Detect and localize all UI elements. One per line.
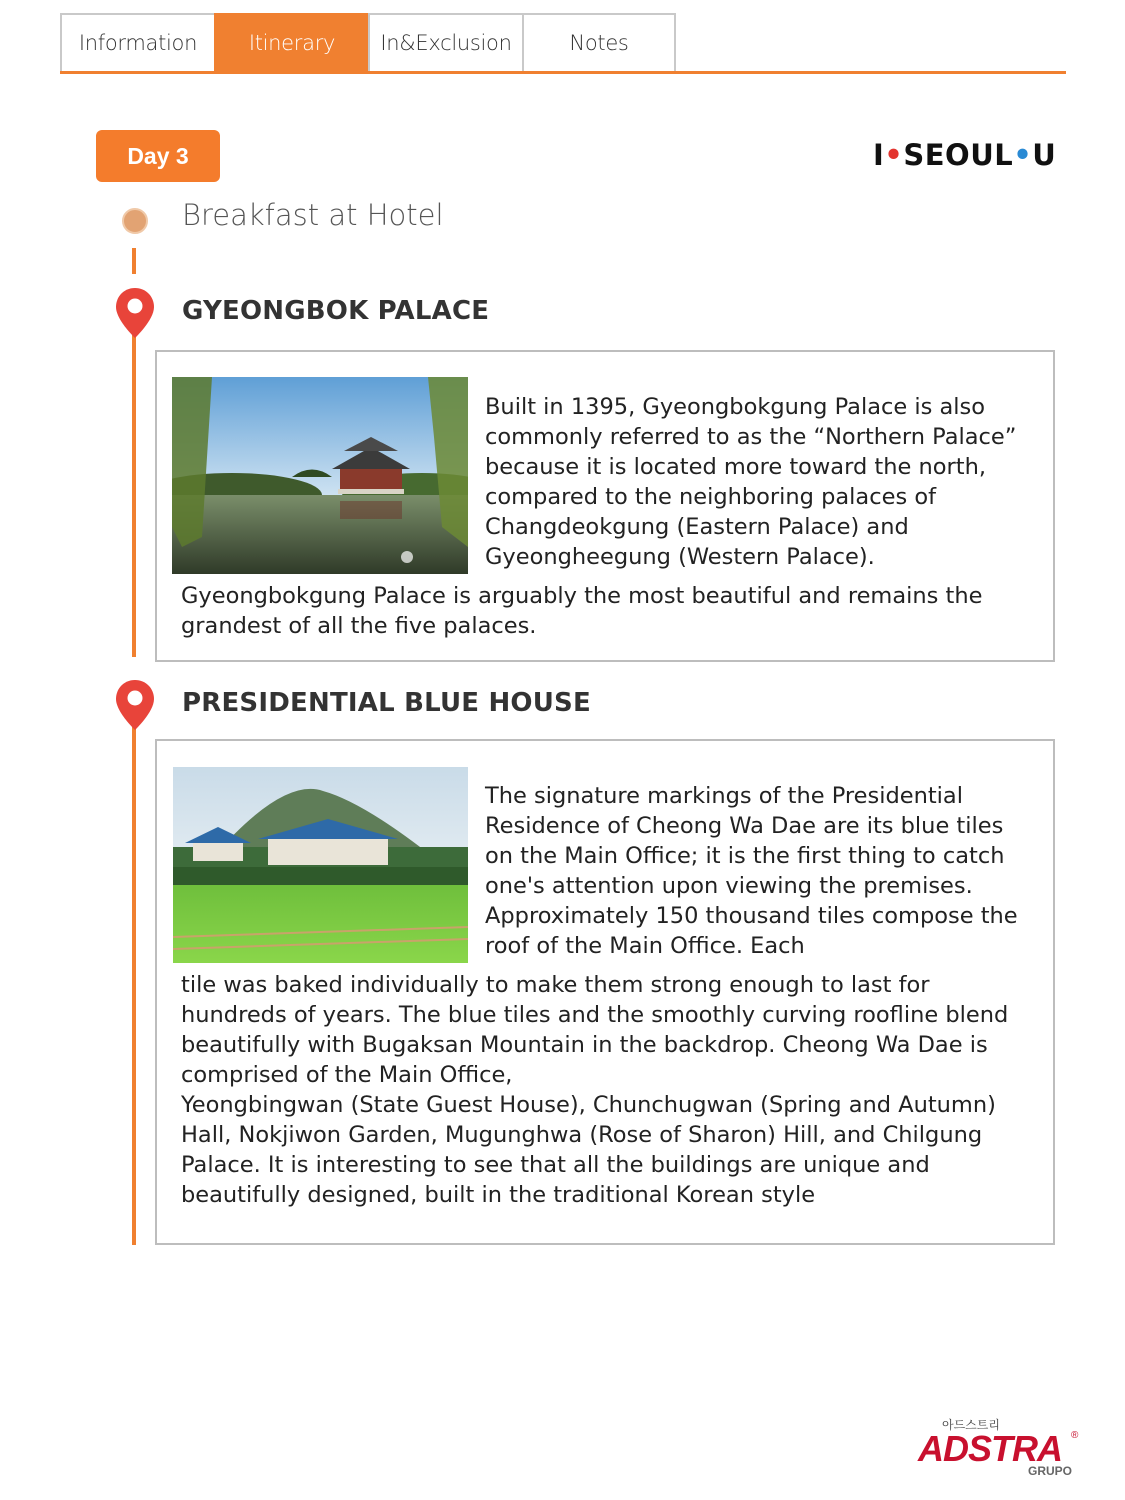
day-badge: Day 3: [96, 130, 220, 182]
blue-house-description-continued: [181, 970, 1031, 1210]
logo-seoul: SEOUL: [903, 138, 1014, 172]
adstra-brand-text: ADSTRA: [918, 1428, 1062, 1469]
logo-dot-blue: •: [1013, 138, 1033, 172]
adstra-korean-text: 아드스트리: [942, 1418, 1000, 1432]
section-title-blue-house: PRESIDENTIAL BLUE HOUSE: [182, 688, 591, 718]
breakfast-label: Breakfast at Hotel: [182, 198, 444, 232]
tab-itinerary[interactable]: Itinerary: [214, 13, 368, 73]
logo-i: I: [873, 138, 885, 172]
gyeongbok-card: [155, 350, 1055, 662]
location-pin-icon: [115, 679, 155, 731]
adstra-grupo-text: GRUPO: [1028, 1464, 1073, 1478]
gyeongbok-description-continued: Gyeongbokgung Palace is arguably the most beautiful and remains the grandest of all the five palaces.: [181, 583, 983, 639]
tab-notes[interactable]: Notes: [522, 13, 676, 73]
adstra-grupo-logo: [918, 1416, 1083, 1480]
section-title-gyeongbok: GYEONGBOK PALACE: [182, 296, 490, 326]
gyeongbok-palace-photo: [172, 377, 468, 574]
gyeongbok-description: Built in 1395, Gyeongbokgung Palace is also commonly referred to as the “Northern Palace” because it is located more toward the north, compared to the neighboring palaces of Changdeokgung (Eastern Palace) and Gyeongheegung (Western Palace).: [485, 394, 1017, 570]
logo-dot-red: •: [884, 138, 904, 172]
tab-bar: [60, 13, 676, 73]
tab-in-exclusion[interactable]: In&Exclusion: [368, 13, 522, 73]
tab-underline: [60, 71, 1066, 74]
timeline-line: [132, 727, 136, 1245]
timeline-line: [132, 335, 136, 657]
i-seoul-u-logo: [873, 138, 1056, 172]
location-pin-icon: [115, 287, 155, 339]
timeline-line: [132, 248, 136, 274]
logo-u: U: [1032, 138, 1057, 172]
registered-mark: ®: [1071, 1430, 1079, 1441]
tab-information[interactable]: Information: [60, 13, 214, 73]
blue-house-paragraph-2: Yeongbingwan (State Guest House), Chunchugwan (Spring and Autumn) Hall, Nokjiwon Garden, Mugunghwa (Rose of Sharon) Hill, and Chilgung Palace. It is interesting to see that all the buildings are unique and beautifully designed, built in the traditional Korean style: [181, 1092, 996, 1208]
blue-house-description: The signature markings of the Presidential Residence of Cheong Wa Dae are its blue tiles on the Main Office; it is the first thing to catch one's attention upon viewing the premises. Approximately 150 thousand tiles compose the roof of the Main Office. Each: [485, 783, 1018, 959]
timeline-dot: [122, 208, 148, 234]
blue-house-paragraph-1: tile was baked individually to make them strong enough to last for hundreds of years. The blue tiles and the smoothly curving roofline blend beautifully with Bugaksan Mountain in the backdrop. Cheong Wa Dae is comprised of the Main Office,: [181, 972, 1009, 1088]
blue-house-photo: [173, 767, 468, 963]
blue-house-card: [155, 739, 1055, 1245]
